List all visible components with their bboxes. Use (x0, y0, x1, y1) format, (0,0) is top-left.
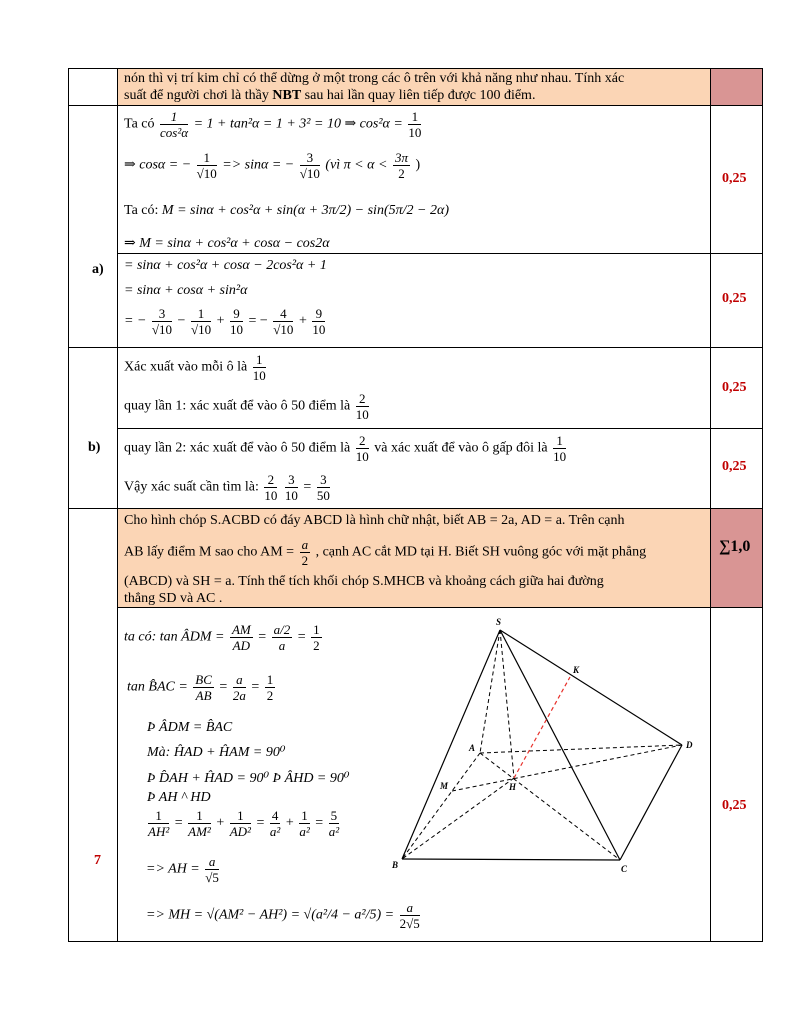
label-b: B (392, 860, 399, 870)
a-s7-pre: = − (124, 313, 147, 329)
a-s1-pre: Ta có (124, 116, 155, 132)
intro-score-cell (711, 69, 763, 105)
b-l3-mid: và xác xuất để vào ô gấp đôi là (374, 440, 548, 456)
a-s2-cond-close: ) (415, 157, 421, 173)
q7-w7-f2: $\frac{1}{\text{AM²}}$ (188, 808, 211, 839)
b-l4-f3: $\frac{3}{50}$ (316, 472, 330, 503)
edge-sd (500, 630, 682, 745)
b-l4-eq: = (303, 479, 312, 495)
q7-w7-f6: $\frac{5}{\text{a²}}$ (328, 808, 340, 839)
part-b-score-2: 0,25 (722, 459, 747, 474)
q7-w2-f1: $\frac{BC}{AB}$ (195, 672, 212, 703)
q7-work-8 (146, 854, 221, 885)
b-l3-frac: $\frac{2}{10}$ (355, 433, 369, 464)
q7-w1-f1: $\frac{AM}{AD}$ (231, 622, 251, 653)
q7-problem-line-3: (ABCD) và SH = a. Tính thể tích khối chóp S.MHCB và khoảng cách giữa hai đường (124, 574, 604, 589)
intro-line-2-post: sau hai lần quay liên tiếp được 100 điểm. (301, 88, 536, 103)
b-l3-pre: quay lần 2: xác xuất để vào ô 50 điểm là (124, 440, 351, 456)
part-b-line-1 (124, 352, 268, 383)
intro-line-1: nón thì vị trí kim chỉ có thể dừng ở một trong các ô trên với khả năng như nhau. Tính xác (124, 71, 625, 86)
a-s7-m4: + (298, 313, 307, 329)
part-a-step-1 (124, 109, 423, 140)
label-s: S (496, 617, 502, 627)
a-s2-mid: => sinα = − (222, 157, 295, 173)
q7-score: 0,25 (722, 798, 747, 813)
part-b-label: b) (88, 440, 101, 455)
q7-w2-f2: $\frac{a}{2a}$ (232, 672, 246, 703)
part-a-step-5: = sinα + cos²α + cosα − 2cos²α + 1 (124, 258, 327, 273)
q7-sum-score: ∑1,0 (719, 538, 751, 555)
edge-md (452, 745, 682, 791)
edge-ad (480, 745, 682, 753)
a-s3-pre: Ta có: (124, 203, 159, 218)
q7-w7-f5: $\frac{1}{\text{a²}}$ (299, 808, 310, 839)
a-s1-frac: $\frac{1}{\text{cos²α}}$ (160, 109, 189, 140)
a-s7-f4: $\frac{4}{√10}$ (273, 306, 294, 337)
a-s7-m3: = − (248, 313, 268, 329)
q7-w1-eq: = (258, 629, 267, 645)
edge-sc (500, 630, 620, 860)
a-s3-expr: M = sinα + cos²α + sin(α + 3π/2) − sin(5π/2 − 2α) (161, 203, 449, 218)
pyramid-figure (380, 615, 710, 880)
part-b-score-1: 0,25 (722, 380, 747, 395)
q7-w9-frac: $\frac{a}{2√5}$ (399, 900, 420, 931)
label-a: A (469, 743, 476, 753)
q7-problem-line-4: thẳng SD và AC . (124, 591, 223, 606)
label-k: K (573, 665, 580, 675)
b-l2-frac: $\frac{2}{10}$ (355, 391, 369, 422)
q7-problem-line-2 (124, 537, 646, 568)
part-a-score-1: 0,25 (722, 171, 747, 186)
q7-work-5: Þ D̂AH + ĤAD = 90⁰ Þ ÂHD = 90⁰ (147, 771, 350, 786)
part-a-step-2 (124, 150, 420, 181)
q7-sum-cell (711, 509, 763, 607)
label-m: M (440, 781, 449, 791)
q7-w7-f3: $\frac{1}{\text{AD²}}$ (229, 808, 251, 839)
intro-teacher-name: NBT (272, 88, 302, 103)
a-s7-m1: − (177, 313, 186, 329)
intro-line-2-pre: suất để người chơi là thầy (124, 88, 273, 103)
b-l4-pre: Vậy xác suất cần tìm là: (124, 479, 259, 495)
a-s7-f1: $\frac{3}{√10}$ (151, 306, 173, 337)
q7-w1-pre: ta có: tan ÂDM = (124, 629, 225, 645)
edge-cd (620, 745, 682, 860)
part-b-line-4 (124, 472, 332, 503)
q7-w7-f4: $\frac{4}{\text{a²}}$ (269, 808, 281, 839)
edge-sb (402, 630, 500, 859)
intro-line-2 (124, 87, 535, 104)
label-c: C (621, 864, 628, 874)
a-s1-res: $\frac{1}{10}$ (408, 109, 422, 140)
q7-work-6: Þ AH ^ HD (147, 790, 211, 805)
label-h: H (509, 782, 517, 792)
q7-p2-post: , cạnh AC cắt MD tại H. Biết SH vuông góc với mặt phẳng (315, 544, 647, 560)
a-s2-f1: $\frac{1}{√10}$ (196, 150, 217, 181)
part-a-step-4: ⇒ M = sinα + cos²α + cosα − cos2α (124, 236, 330, 251)
edge-ac (480, 753, 620, 860)
b-l2-pre: quay lần 1: xác xuất để vào ô 50 điểm là (124, 398, 351, 414)
part-a-label: a) (92, 262, 104, 277)
a-s2-cond: (vì π < α < (325, 157, 388, 173)
b-l4-f1: $\frac{2}{10}$ (264, 472, 278, 503)
part-a-score-2: 0,25 (722, 291, 747, 306)
a-s7-m2: + (216, 313, 225, 329)
q7-w2-pre: tan B̂AC = (127, 679, 188, 695)
q7-w7-f1: $\frac{1}{\text{AH²}}$ (148, 808, 170, 839)
q7-w8-pre: => AH = (146, 861, 200, 877)
part-b-line-3 (124, 433, 568, 464)
q7-w1-f2: $\frac{a/2}{a}$ (273, 622, 291, 653)
part-a-step-7 (124, 306, 327, 337)
a-s2-pre: ⇒ cosα = − (124, 157, 192, 173)
q7-p2-frac: $\frac{a}{2}$ (301, 537, 309, 568)
q7-work-9 (146, 900, 422, 931)
q7-w2-f3: $\frac{1}{2}$ (266, 672, 274, 703)
q7-work-3: Þ ÂDM = B̂AC (147, 720, 233, 735)
edge-bc (402, 859, 620, 860)
part-a-step-6: = sinα + cosα + sin²α (124, 283, 248, 298)
q7-p2-pre: AB lấy điểm M sao cho AM = (124, 544, 295, 560)
part-a-step-3 (124, 203, 449, 219)
part-b-line-2 (124, 391, 371, 422)
a-s2-cond-frac: $\frac{3\pi}{2}$ (394, 150, 408, 181)
b-l1-pre: Xác xuất vào mỗi ô là (124, 359, 248, 375)
b-l3-frac-2: $\frac{1}{10}$ (553, 433, 567, 464)
q7-w8-frac: $\frac{a}{√5}$ (205, 854, 219, 885)
edge-hk (514, 677, 570, 778)
q7-work-4: Mà: ĤAD + ĤAM = 90⁰ (147, 745, 286, 760)
label-d: D (686, 740, 693, 750)
b-l4-f2: $\frac{3}{10}$ (284, 472, 298, 503)
q7-work-2: tan B̂AC = $\frac{BC}{AB}$ = $\frac{a}{2a}$ = $\frac{1}{2}$ (127, 672, 274, 703)
question-7-number: 7 (94, 853, 101, 868)
a-s7-f3: $\frac{9}{10}$ (230, 306, 243, 337)
a-s2-f2: $\frac{3}{√10}$ (299, 150, 320, 181)
edge-sa (480, 630, 500, 753)
a-s7-f2: $\frac{1}{√10}$ (190, 306, 212, 337)
a-s7-f5: $\frac{9}{10}$ (312, 306, 326, 337)
q7-work-7: $\frac{1}{\text{AH²}}$ = $\frac{1}{\text{AM²}}$ + $\frac{1}{\text{AD²}}$ = $\frac{4}{\text{a²}}$ + $\frac{1}{\text{a²}}$ = $\frac{5}{\text{a²}}$ (148, 808, 340, 839)
a-s1-mid: = 1 + tan²α = 1 + 3² = 10 ⇒ cos²α = (193, 116, 403, 132)
b-l1-frac: $\frac{1}{10}$ (252, 352, 266, 383)
q7-w9-pre: => MH = √(AM² − AH²) = √(a²/4 − a²/5) = (146, 907, 395, 923)
q7-problem-line-1: Cho hình chóp S.ACBD có đáy ABCD là hình chữ nhật, biết AB = 2a, AD = a. Trên cạnh (124, 513, 625, 528)
q7-w1-f3: $\frac{1}{2}$ (313, 622, 320, 653)
q7-work-1: ta có: tan ÂDM = $\frac{AM}{AD}$ = $\frac{a/2}{a}$ = $\frac{1}{2}$ (124, 622, 320, 653)
